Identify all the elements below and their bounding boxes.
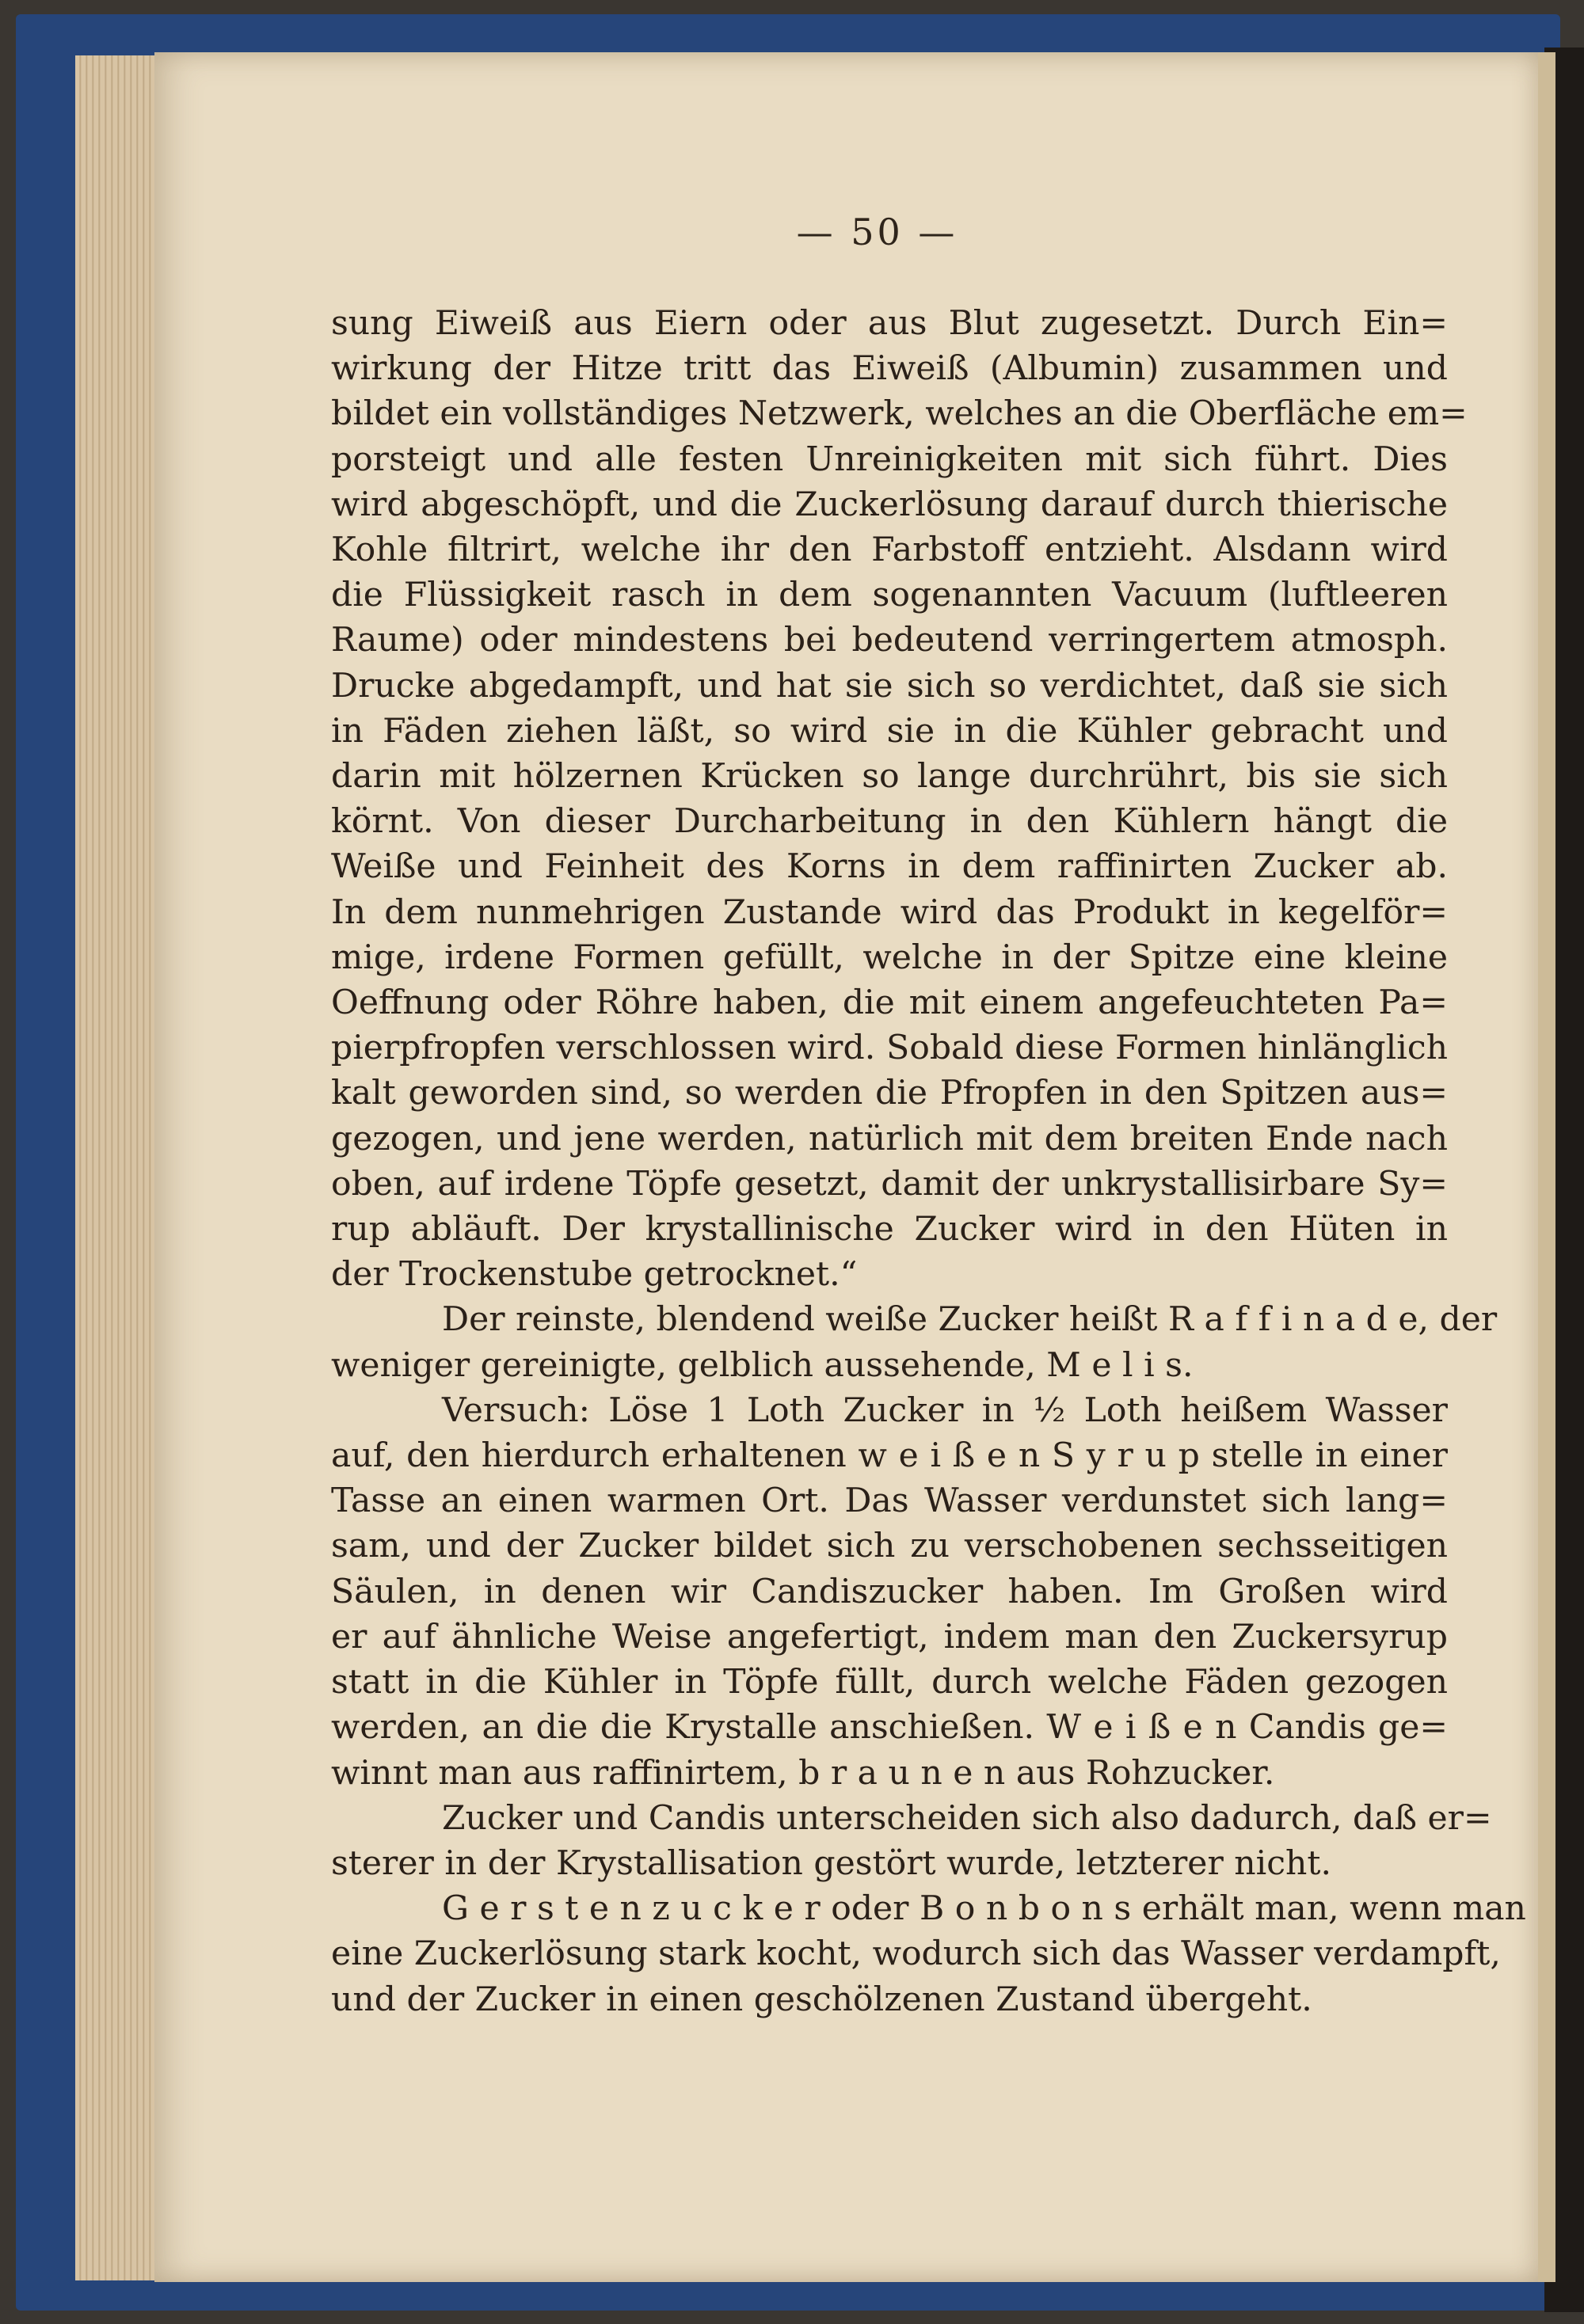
text-line: mige, irdene Formen gefüllt, welche in der Spitze eine kleine	[331, 938, 1448, 977]
body-text	[331, 301, 1526, 2022]
text-line: sung Eiweiß aus Eiern oder aus Blut zugesetzt. Durch Ein=	[331, 304, 1448, 343]
text-line: eine Zuckerlösung stark kocht, wodurch sich das Wasser verdampft,	[331, 1934, 1501, 1974]
text-line: in Fäden ziehen läßt, so wird sie in die Kühler gebracht und	[331, 711, 1448, 751]
text-line: porsteigt und alle festen Unreinigkeiten mit sich führt. Dies	[331, 439, 1448, 479]
text-line: winnt man aus raffinirtem, b r a u n e n aus Rohzucker.	[331, 1753, 1275, 1793]
text-line: gezogen, und jene werden, natürlich mit dem breiten Ende nach	[331, 1119, 1448, 1158]
text-line: werden, an die die Krystalle anschießen. W e i ß e n Candis ge=	[331, 1708, 1448, 1748]
text-line: auf, den hierdurch erhaltenen w e i ß e n S y r u p stelle in einer	[331, 1436, 1448, 1476]
text-line: Zucker und Candis unterscheiden sich also dadurch, daß er=	[442, 1798, 1492, 1838]
text-line: Weiße und Feinheit des Korns in dem raffinirten Zucker ab.	[331, 847, 1448, 887]
text-line: er auf ähnliche Weise angefertigt, indem man den Zuckersyrup	[331, 1617, 1448, 1656]
text-line: Drucke abgedampft, und hat sie sich so verdichtet, daß sie sich	[331, 666, 1448, 706]
text-line: rup abläuft. Der krystallinische Zucker wird in den Hüten in	[331, 1210, 1448, 1249]
text-line: wird abgeschöpft, und die Zuckerlösung darauf durch thierische	[331, 485, 1448, 524]
text-line: weniger gereinigte, gelblich aussehende, M e l i s.	[331, 1345, 1194, 1385]
text-line: Raume) oder mindestens bei bedeutend verringertem atmosph.	[331, 621, 1448, 660]
text-line: Tasse an einen warmen Ort. Das Wasser verdunstet sich lang=	[331, 1482, 1448, 1521]
text-line: Der reinste, blendend weiße Zucker heißt R a f f i n a d e, der	[442, 1300, 1498, 1340]
text-line: oben, auf irdene Töpfe gesetzt, damit der unkrystallisirbare Sy=	[331, 1164, 1448, 1204]
text-line: bildet ein vollständiges Netzwerk, welches an die Oberfläche em=	[331, 394, 1468, 434]
text-line: pierpfropfen verschlossen wird. Sobald diese Formen hinlänglich	[331, 1029, 1448, 1068]
text-line: körnt. Von dieser Durcharbeitung in den Kühlern hängt die	[331, 802, 1448, 842]
text-line: sam, und der Zucker bildet sich zu verschobenen sechsseitigen	[331, 1527, 1448, 1566]
text-line: darin mit hölzernen Krücken so lange durchrührt, bis sie sich	[331, 757, 1448, 797]
text-line: kalt geworden sind, so werden die Pfropfen in den Spitzen aus=	[331, 1074, 1448, 1113]
text-line: und der Zucker in einen geschölzenen Zustand übergeht.	[331, 1980, 1312, 2019]
page-edges	[75, 55, 162, 2280]
text-line: statt in die Kühler in Töpfe füllt, durch welche Fäden gezogen	[331, 1663, 1448, 1702]
text-line: sterer in der Krystallisation gestört wurde, letzterer nicht.	[331, 1843, 1332, 1883]
text-line: die Flüssigkeit rasch in dem sogenannten Vacuum (luftleeren	[331, 576, 1448, 615]
next-page-edge	[1538, 52, 1555, 2282]
text-line: Säulen, in denen wir Candiszucker haben. Im Großen wird	[331, 1572, 1448, 1611]
text-line: wirkung der Hitze tritt das Eiweiß (Albumin) zusammen und	[331, 349, 1448, 389]
text-line: G e r s t e n z u c k e r oder B o n b o n s erhält man, wenn man	[442, 1889, 1526, 1929]
text-line: Versuch: Löse 1 Loth Zucker in ½ Loth heißem Wasser	[442, 1390, 1448, 1430]
page-number: — 50 —	[796, 211, 958, 253]
text-line: der Trockenstube getrocknet.“	[331, 1255, 858, 1295]
text-line: Oeffnung oder Röhre haben, die mit einem angefeuchteten Pa=	[331, 983, 1448, 1023]
text-line: Kohle filtrirt, welche ihr den Farbstoff entzieht. Alsdann wird	[331, 531, 1448, 570]
text-line: In dem nunmehrigen Zustande wird das Produkt in kegelför=	[331, 892, 1448, 932]
